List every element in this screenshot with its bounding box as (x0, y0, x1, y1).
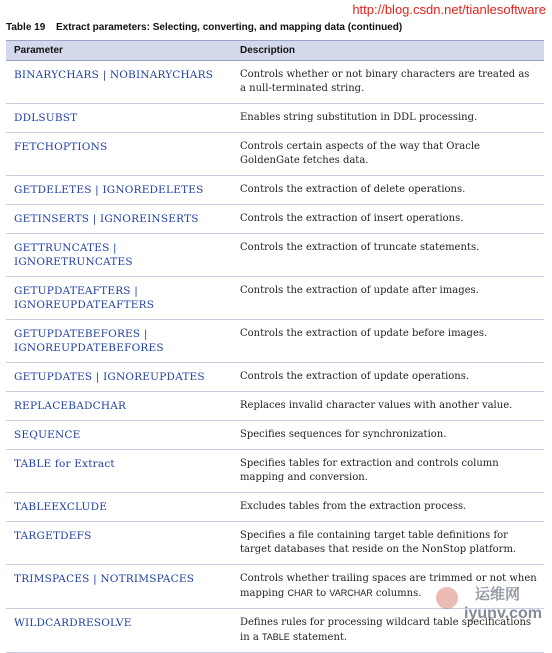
description-cell: Enables string substitution in DDL processing. (232, 104, 544, 133)
table-row (6, 421, 544, 450)
description-cell: Controls the extraction of update before images. (232, 320, 544, 363)
table-row (6, 450, 544, 493)
description-cell: Excludes tables from the extraction process. (232, 493, 544, 522)
description-cell: Specifies a file containing target table definitions for target databases that reside on the NonStop platform. (232, 522, 544, 565)
table-row (6, 61, 544, 104)
table-row (6, 205, 544, 234)
watermark-cn: 运维网 (474, 585, 520, 603)
table-row (6, 320, 544, 363)
parameter-link[interactable]: GETDELETES | IGNOREDELETES (6, 176, 232, 205)
description-cell: Controls the extraction of update after images. (232, 277, 544, 320)
description-cell: Controls certain aspects of the way that Oracle GoldenGate fetches data. (232, 133, 544, 176)
watermark-logo (436, 583, 548, 623)
logo-icon (436, 587, 458, 609)
description-text: Controls whether trailing spaces are trimmed or not when mapping (240, 573, 537, 599)
description-cell: Specifies sequences for synchronization. (232, 421, 544, 450)
parameter-link[interactable]: BINARYCHARS | NOBINARYCHARS (6, 61, 232, 104)
parameter-link[interactable]: GETUPDATES | IGNOREUPDATES (6, 363, 232, 392)
table-row (6, 493, 544, 522)
code-term: TABLE (261, 632, 290, 642)
table-row (6, 363, 544, 392)
table-row (6, 104, 544, 133)
parameter-link[interactable]: SEQUENCE (6, 421, 232, 450)
parameters-table (6, 40, 544, 653)
table-row (6, 392, 544, 421)
parameter-link[interactable]: REPLACEBADCHAR (6, 392, 232, 421)
parameter-link[interactable]: GETUPDATEAFTERS | IGNOREUPDATEAFTERS (6, 277, 232, 320)
watermark-en: iyunv.com (464, 605, 542, 622)
parameter-link[interactable]: TRIMSPACES | NOTRIMSPACES (6, 565, 232, 609)
parameter-link[interactable]: FETCHOPTIONS (6, 133, 232, 176)
parameter-link[interactable]: GETTRUNCATES | IGNORETRUNCATES (6, 234, 232, 277)
description-text: Defines rules for processing wildcard table specifications in a (240, 617, 532, 643)
parameter-link[interactable]: GETUPDATEBEFORES | IGNOREUPDATEBEFORES (6, 320, 232, 363)
description-cell: Controls the extraction of insert operations. (232, 205, 544, 234)
watermark-url: http://blog.csdn.net/tianlesoftware (352, 2, 546, 17)
parameter-link[interactable]: WILDCARDRESOLVE (6, 609, 232, 653)
parameter-link[interactable]: GETINSERTS | IGNOREINSERTS (6, 205, 232, 234)
description-cell: Replaces invalid character values with another value. (232, 392, 544, 421)
code-term: CHAR (287, 588, 313, 598)
table-row (6, 522, 544, 565)
header-parameter: Parameter (6, 41, 232, 61)
parameter-link[interactable]: DDLSUBST (6, 104, 232, 133)
description-text: to (312, 588, 330, 599)
description-text: columns. (372, 588, 422, 599)
description-cell: Controls the extraction of delete operations. (232, 176, 544, 205)
table-title: Extract parameters: Selecting, converting, and mapping data (continued) (56, 22, 403, 33)
parameter-link[interactable]: TABLEEXCLUDE (6, 493, 232, 522)
table-row (6, 176, 544, 205)
table-row (6, 234, 544, 277)
table-row (6, 277, 544, 320)
code-term: VARCHAR (329, 588, 373, 598)
table-caption (6, 22, 546, 33)
table-header-row (6, 41, 544, 61)
parameter-link[interactable]: TARGETDEFS (6, 522, 232, 565)
description-cell: Controls whether or not binary characters are treated as a null-terminated string. (232, 61, 544, 104)
description-cell: Specifies tables for extraction and controls column mapping and conversion. (232, 450, 544, 493)
description-cell: Controls the extraction of truncate statements. (232, 234, 544, 277)
description-cell: Controls the extraction of update operations. (232, 363, 544, 392)
table-row (6, 133, 544, 176)
parameter-link[interactable]: TABLE for Extract (6, 450, 232, 493)
table-number: Table 19 (6, 22, 46, 33)
description-text: statement. (289, 632, 348, 643)
header-description: Description (232, 41, 544, 61)
